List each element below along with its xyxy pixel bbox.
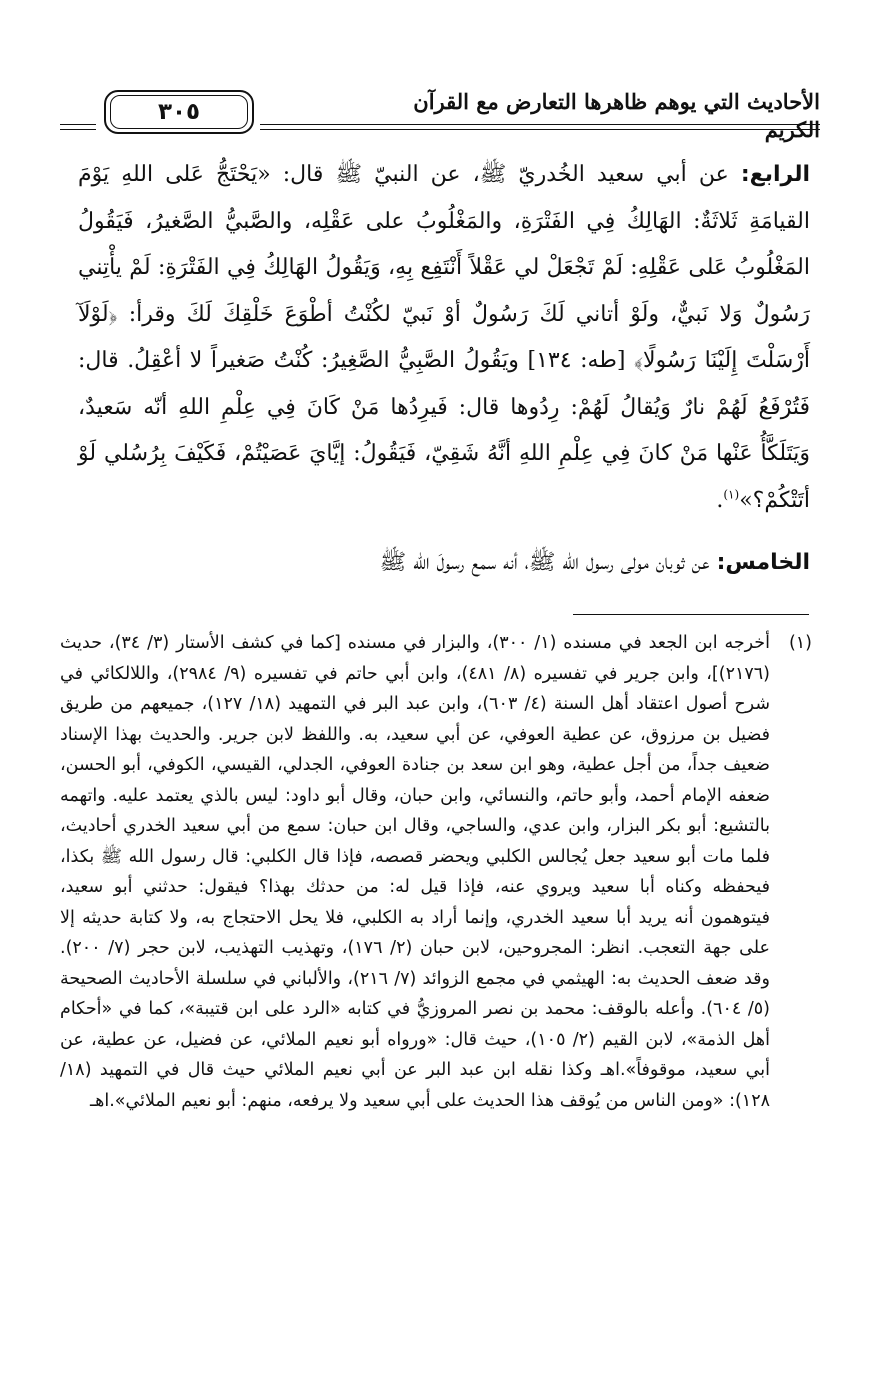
header-double-rule (260, 124, 820, 130)
footnotes (60, 628, 812, 1116)
paragraph-end: . (716, 487, 724, 513)
footnote-text: أخرجه ابن الجعد في مسنده (١/ ٣٠٠)، والبزار في مسنده [كما في كشف الأستار (٣/ ٣٤)، حديث (٢١٧٦)]، وابن جرير في تفسيره (٨/ ٤٨١)، وابن أبي حاتم في تفسيره (٩/ ٢٩٨٤)، واللالكائي في شرح أصول اعتقاد أهل السنة (٤/ ٦٠٣)، وابن عبد البر في التمهيد (١٨/ ١٢٧)، جميعهم من طريق فضيل بن مرزوق، عن عطية العوفي، عن أبي سعيد، به. واللفظ لابن جرير. والحديث بهذا الإسناد ضعيف جداً، من أجل عطية، وهو ابن سعد بن جنادة العوفي، الجدلي، القيسي، الكوفي، أبو الحسن، ضعفه الإمام أحمد، وأبو حاتم، والنسائي، وابن حبان، وقال أبو داود: ليس بالذي يعتمد عليه. واتهمه بالتشيع: أبو بكر البزار، وابن عدي، والساجي، وقال ابن حبان: سمع من أبي سعيد الخدري أحاديث، فلما مات أبو سعيد جعل يُجالس الكلبي ويحضر قصصه، فإذا قال الكلبي: قال رسول الله ﷺ بكذا، فيحفظه وكناه أبا سعيد ويروي عنه، فإذا قيل له: من حدثك بهذا؟ فيقول: حدثني أبو سعيد، فيتوهمون أنه يريد أبا سعيد الخدري، وإنما أراد به الكلبي، فلا يحل الاحتجاج به، ولا كتابة حديثه إلا على جهة التعجب. انظر: المجروحين، لابن حبان (٢/ ١٧٦)، وتهذيب التهذيب، لابن حجر (٧/ ٢٠٠). وقد ضعف الحديث به: الهيثمي في مجمع الزوائد (٧/ ٢١٦)، والألباني في سلسلة الأحاديث الصحيحة (٥/ ٦٠٤). وأعله بالوقف: محمد بن نصر المروزيُّ في كتابه «الرد على ابن قتيبة»، كما في «أحكام أهل الذمة»، لابن القيم (٢/ ١٠٥)، حيث قال: «ورواه أبو نعيم الملائي، عن فضيل، عن عطية، عن أبي سعيد، موقوفاً».اهـ وكذا نقله ابن عبد البر عن أبي نعيم الملائي حيث قال في التمهيد (١٨/ ١٢٨): «ومن الناس من يُوقف هذا الحديث على أبي سعيد ولا يرفعه، منهم: أبو نعيم الملائي».اهـ (60, 633, 771, 1111)
header-left-rule (60, 124, 96, 130)
main-text (78, 152, 810, 587)
footnote-marker[interactable]: (١) (723, 487, 740, 502)
footnote-item (60, 628, 812, 1116)
footnote-number: (١) (788, 633, 812, 653)
paragraph-label: الرابع: (740, 162, 810, 187)
paragraph-body: عن ثوبان مولى رسول الله ﷺ، أنه سمع رسولَ الله ﷺ (379, 550, 710, 575)
paragraph-fourth (78, 152, 810, 524)
paragraph-label: الخامس: (716, 550, 810, 575)
page-number-box (104, 90, 254, 134)
page-header (60, 80, 820, 144)
paragraph-fifth (78, 540, 810, 587)
footnote-separator (573, 614, 809, 615)
running-title: الأحاديث التي يوهم ظاهرها التعارض مع القرآن الكريم (413, 89, 820, 142)
paragraph-body: عن أبي سعيد الخُدريّ ﷺ، عن النبيّ ﷺ قال: «يَحْتَجُّ عَلى اللهِ يَوْمَ القيامَةِ ثَلاثَةٌ: الهَالِكُ فِي الفَتْرَةِ، والمَغْلُوبُ على عَقْلِه، والصَّبيُّ الصَّغيرُ، فَيَقُولُ المَغْلُوبُ عَلى عَقْلِهِ: لَمْ تَجْعَلْ لي عَقْلاً أَنْتَفِع بِهِ، وَيَقُولُ الهَالِكُ فِي الفَتْرَةِ: لَمْ يأْتِني رَسُولٌ وَلا نَبيٌّ، ولَوْ أتاني لَكَ رَسُولٌ أوْ نَبيّ لكُنْتُ أطْوَعَ خَلْقِكَ لَكَ وقرأ: ﴿لَوْلَآ أَرْسَلْتَ إِلَيْنَا رَسُولًا﴾ [طه: ١٣٤] ويَقُولُ الصَّبِيُّ الصَّغِيرُ: كُنْتُ صَغيراً لا أعْقِلُ. قال: فَتُرْفَعُ لَهُمْ نارٌ وَيُقالُ لَهُمْ: رِدُوها قال: فَيرِدُها مَنْ كَانَ فِي عِلْمِ اللهِ أنّه سَعيدٌ، وَيَتَلَكَّأُ عَنْها مَنْ كانَ فِي عِلْمِ اللهِ أنَّهُ شَقِيّ، فَيَقُولُ: إيَّايَ عَصَيْتُمْ، فَكَيْفَ بِرُسُلي لَوْ أتَتْكُمْ؟» (78, 162, 811, 513)
page-number: ٣٠٥ (110, 95, 248, 129)
